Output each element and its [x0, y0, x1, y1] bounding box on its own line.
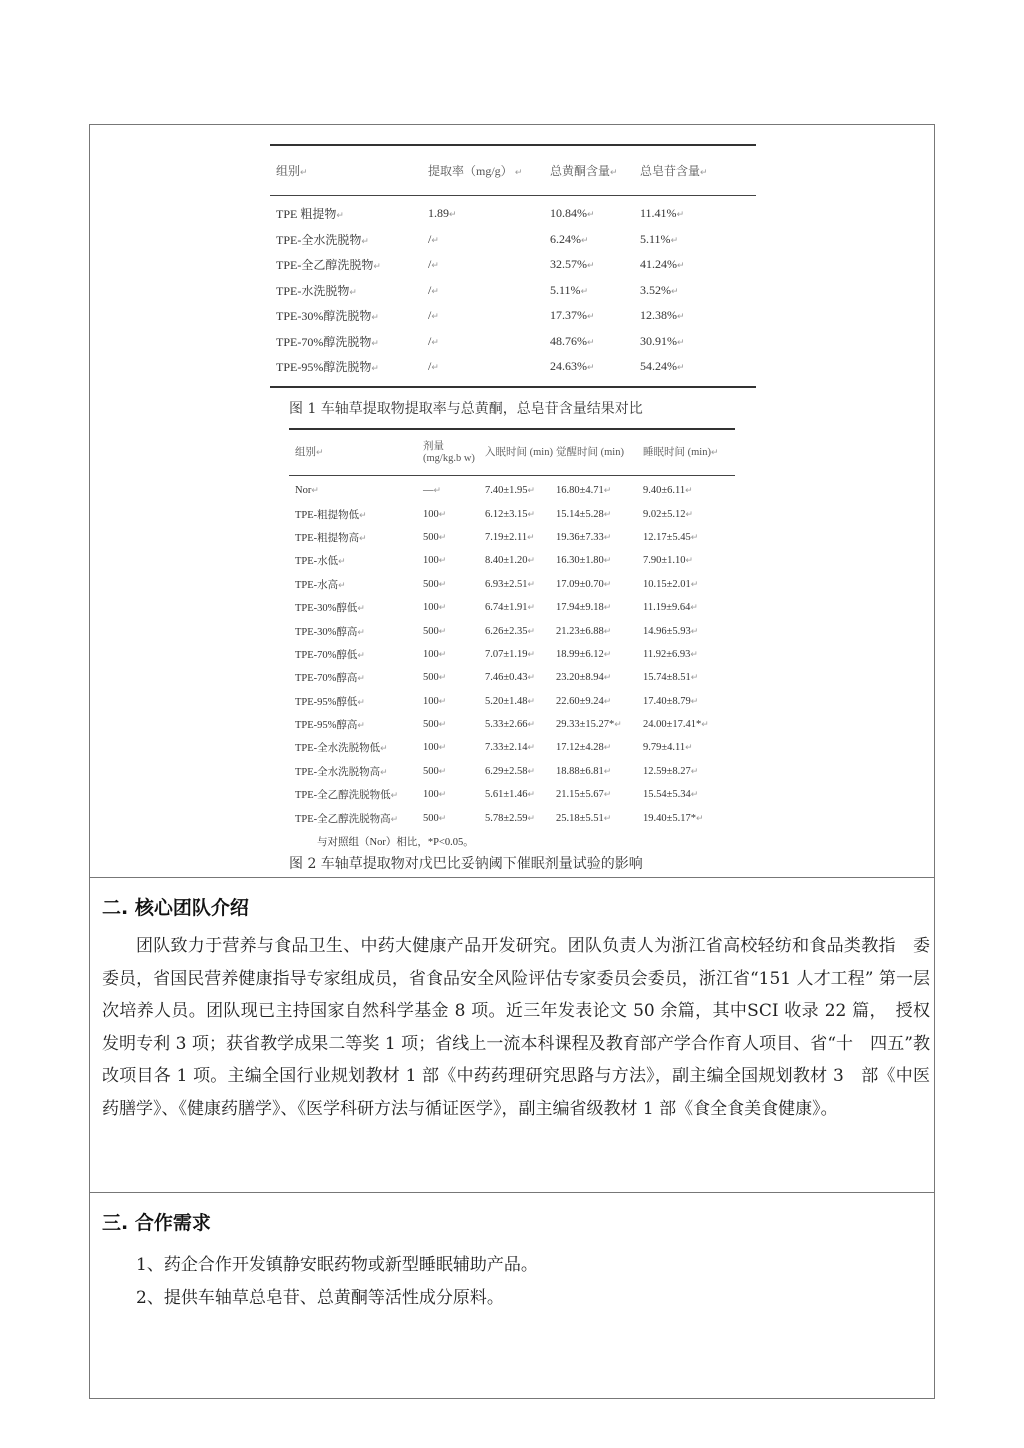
table-cell: 24.63% [550, 359, 587, 374]
table-cell: 14.96±5.93 [643, 625, 691, 637]
table-cell: 18.88±6.81 [556, 765, 604, 777]
table-cell: 6.29±2.58 [485, 765, 528, 777]
table-cell: TPE-95%醇低 [295, 696, 358, 708]
table-cell: 6.93±2.51 [485, 578, 528, 590]
table-cell: 11.19±9.64 [643, 602, 691, 614]
table-row: TPE-水洗脱物↵ /↵ 5.11%↵ 3.52%↵ [276, 282, 679, 298]
table-cell: 5.78±2.59 [485, 812, 528, 824]
table-cell: 17.40±8.79 [643, 695, 691, 707]
table-cell: 41.24% [640, 257, 677, 272]
table-cell: 500 [423, 578, 439, 590]
table-cell: 7.40±1.95 [485, 485, 528, 497]
table-cell: 15.14±5.28 [556, 508, 604, 520]
header-cell: 总黄酮含量 [550, 164, 611, 178]
table-row: TPE-95%醇洗脱物↵ /↵ 24.63%↵ 54.24%↵ [276, 359, 685, 375]
table-cell: 9.79±4.11 [643, 742, 686, 754]
table-row: TPE-粗提物低↵ 100↵ 6.12±3.15↵ 15.14±5.28↵ 9.02±5.12↵ [295, 508, 694, 521]
table-cell: 30.91% [640, 333, 677, 348]
table-cell: 48.76% [550, 333, 587, 348]
table-cell: 21.15±5.67 [556, 789, 604, 801]
section-3-title: 三. 合作需求 [102, 1212, 211, 1234]
header-cell: 觉醒时间 (min) [556, 446, 624, 458]
table-cell: 500 [423, 531, 439, 543]
table-row: TPE-全水洗脱物低↵ 100↵ 7.33±2.14↵ 17.12±4.28↵ 9.79±4.11↵ [295, 742, 693, 755]
header-cell: 组别 [295, 447, 316, 458]
section-2-title: 二. 核心团队介绍 [102, 897, 249, 919]
table-cell: 100 [423, 695, 439, 707]
table-cell: 17.12±4.28 [556, 742, 604, 754]
table-cell: 5.20±1.48 [485, 695, 528, 707]
table-cell: 6.24% [550, 231, 581, 246]
table-row: TPE-30%醇洗脱物↵ /↵ 17.37%↵ 12.38%↵ [276, 308, 685, 324]
table-cell: 19.40±5.17* [643, 812, 697, 824]
table-row: TPE-30%醇低↵ 100↵ 6.74±1.91↵ 17.94±9.18↵ 11.19±9.64↵ [295, 602, 698, 615]
table-cell: / [428, 257, 432, 272]
table-cell: 25.18±5.51 [556, 812, 604, 824]
table-cell: 500 [423, 765, 439, 777]
table-row: Nor↵ —↵ 7.40±1.95↵ 16.80±4.71↵ 9.40±6.11↵ [295, 485, 693, 497]
table-cell: TPE-粗提物高 [295, 532, 360, 544]
table-cell: 9.40±6.11 [643, 485, 686, 497]
table-cell: 12.17±5.45 [643, 531, 691, 543]
table-row: TPE-水高↵ 500↵ 6.93±2.51↵ 17.09±0.70↵ 10.15±2.01↵ [295, 578, 699, 591]
table-cell: 5.33±2.66 [485, 719, 528, 731]
table-row: TPE-粗提物高↵ 500↵ 7.19±2.11↵ 19.36±7.33↵ 12.17±5.45↵ [295, 531, 699, 544]
table-cell: 5.11% [550, 282, 581, 297]
table-row: TPE-70%醇洗脱物↵ /↵ 48.76%↵ 30.91%↵ [276, 333, 685, 349]
table-cell: / [428, 282, 432, 297]
header-cell: 睡眠时间 (min) [643, 447, 711, 458]
table-cell: 22.60±9.24 [556, 695, 604, 707]
table-cell: TPE-30%醇高 [295, 626, 358, 638]
requirement-item: 2、提供车轴草总皂苷、总黄酮等活性成分原料。 [136, 1288, 504, 1308]
table-cell: / [428, 308, 432, 323]
table-cell: 5.11% [640, 231, 671, 246]
table-row: TPE-全水洗脱物高↵ 500↵ 6.29±2.58↵ 18.88±6.81↵ 12.59±8.27↵ [295, 765, 699, 778]
table-cell: TPE-95%醇高 [295, 720, 358, 732]
sleep-test-table [289, 428, 735, 852]
table-body [270, 196, 756, 386]
table-cell: TPE-全乙醇洗脱物低 [295, 790, 391, 802]
table-cell: / [428, 231, 432, 246]
table-cell: TPE-30%醇洗脱物 [276, 309, 372, 324]
table-cell: TPE-全乙醇洗脱物 [276, 258, 374, 273]
table-note: 与对照组（Nor）相比，*P<0.05。 [317, 837, 474, 849]
table-cell: TPE-95%醇洗脱物 [276, 360, 372, 375]
table-cell: TPE-全水洗脱物 [276, 232, 362, 247]
requirement-item: 1、药企合作开发镇静安眠药物或新型睡眠辅助产品。 [136, 1255, 538, 1275]
table-row: TPE-70%醇高↵ 500↵ 7.46±0.43↵ 23.20±8.94↵ 15.74±8.51↵ [295, 672, 699, 685]
header-cell: 入眠时间 (min) [485, 446, 553, 458]
table-cell: 100 [423, 789, 439, 801]
table-row: TPE 粗提物↵ 1.89↵ 10.84%↵ 11.41%↵ [276, 206, 685, 222]
table-cell: 10.15±2.01 [643, 578, 691, 590]
table-body [289, 476, 735, 832]
table-cell: TPE-水低 [295, 556, 339, 568]
table-cell: 500 [423, 672, 439, 684]
table-cell: 100 [423, 508, 439, 520]
table-cell: 10.84% [550, 206, 587, 221]
table-cell: 500 [423, 719, 439, 731]
table-cell: TPE-全乙醇洗脱物高 [295, 813, 391, 825]
table-row: TPE-全乙醇洗脱物低↵ 100↵ 5.61±1.46↵ 21.15±5.67↵ 15.54±5.34↵ [295, 789, 699, 802]
table-cell: 7.90±1.10 [643, 555, 686, 567]
table-cell: TPE-70%醇洗脱物 [276, 334, 372, 349]
table-cell: TPE 粗提物 [276, 207, 337, 222]
table-cell: TPE-30%醇低 [295, 603, 358, 615]
table-cell: 500 [423, 812, 439, 824]
table-cell: 32.57% [550, 257, 587, 272]
header-cell: 提取率（mg/g） [428, 164, 513, 178]
divider-line [90, 877, 934, 878]
header-cell: 剂量 (mg/kg.b w) [423, 440, 475, 464]
table-cell: TPE-水洗脱物 [276, 283, 350, 298]
table-cell: 11.41% [640, 206, 677, 221]
table-cell: 9.02±5.12 [643, 508, 686, 520]
table-cell: 100 [423, 742, 439, 754]
table-cell: 18.99±6.12 [556, 648, 604, 660]
header-cell: 总皂苷含量 [640, 164, 701, 178]
table-cell: 8.40±1.20 [485, 555, 528, 567]
table-row: TPE-水低↵ 100↵ 8.40±1.20↵ 16.30±1.80↵ 7.90±1.10↵ [295, 555, 694, 568]
table-cell: 3.52% [640, 282, 671, 297]
table-cell: 7.19±2.11 [485, 531, 528, 543]
table-cell: TPE-70%醇低 [295, 649, 358, 661]
table-cell: 23.20±8.94 [556, 672, 604, 684]
table-cell: 6.26±2.35 [485, 625, 528, 637]
table-cell: TPE-粗提物低 [295, 509, 360, 521]
table-row: TPE-全乙醇洗脱物↵ /↵ 32.57%↵ 41.24%↵ [276, 257, 685, 273]
table-row: TPE-全乙醇洗脱物高↵ 500↵ 5.78±2.59↵ 25.18±5.51↵ 19.40±5.17*↵ [295, 812, 704, 825]
team-intro-paragraph: 团队致力于营养与食品卫生、中药大健康产品开发研究。团队负责人为浙江省高校轻纺和食品类教指 委委员，省国民营养健康指导专家组成员，省食品安全风险评估专家委员会委员，浙江省“151 人才工程” 第一层次培养人员。团队现已主持国家自然科学基金 8 项。近三年发表论文 50 余篇，其中SCI 收录 22 篇， 授权发明专利 3 项；获省教学成果二等奖 1 项；省线上一流本科课程及教育部产学合作育人项目、省“十 四五”教改项目各 1 项。主编全国行业规划教材 1 部《中药药理研究思路与方法》，副主编全国规划教材 3 部《中医药膳学》、《健康药膳学》、《医学科研方法与循证医学》，副主编省级教材 1 部《食全食美食健康》。 [102, 936, 930, 1119]
table-cell: 100 [423, 602, 439, 614]
table-row: TPE-95%醇高↵ 500↵ 5.33±2.66↵ 29.33±15.27*↵ 24.00±17.41*↵ [295, 719, 709, 732]
divider-line [90, 1192, 934, 1193]
table-header-row: 组别↵ 剂量 (mg/kg.b w) 入眠时间 (min) 觉醒时间 (min) 睡眠时间 (min)↵ [295, 440, 719, 464]
table-cell: TPE-全水洗脱物高 [295, 766, 381, 778]
table-cell: 29.33±15.27* [556, 719, 615, 731]
table-row: TPE-95%醇低↵ 100↵ 5.20±1.48↵ 22.60±9.24↵ 17.40±8.79↵ [295, 695, 699, 708]
table-cell: 17.09±0.70 [556, 578, 604, 590]
header-cell: 组别 [276, 164, 301, 178]
table-cell: 100 [423, 648, 439, 660]
table-cell: 7.33±2.14 [485, 742, 528, 754]
table-cell: 100 [423, 555, 439, 567]
table-row: TPE-30%醇高↵ 500↵ 6.26±2.35↵ 21.23±6.88↵ 14.96±5.93↵ [295, 625, 699, 638]
table-cell: Nor [295, 485, 312, 497]
table-cell: 17.94±9.18 [556, 602, 604, 614]
table-cell: 6.74±1.91 [485, 602, 528, 614]
table-cell: 12.38% [640, 308, 677, 323]
table-cell: 24.00±17.41* [643, 719, 702, 731]
table-row: TPE-全水洗脱物↵ /↵ 6.24%↵ 5.11%↵ [276, 231, 679, 247]
table-cell: 1.89 [428, 206, 449, 221]
table-rule [270, 386, 756, 388]
table-cell: / [428, 359, 432, 374]
table-cell: TPE-70%醇高 [295, 673, 358, 685]
table-cell: 7.46±0.43 [485, 672, 528, 684]
table-cell: 11.92±6.93 [643, 648, 691, 660]
table-cell: 500 [423, 625, 439, 637]
table-cell: TPE-全水洗脱物低 [295, 743, 381, 755]
table-header-row: 组别↵ 提取率（mg/g） ↵ 总黄酮含量↵ 总皂苷含量↵ [276, 164, 708, 178]
extraction-rate-table [270, 144, 756, 388]
figure-1-caption: 图 1 车轴草提取物提取率与总黄酮，总皂苷含量结果对比 [289, 401, 643, 417]
table-cell: 7.07±1.19 [485, 648, 528, 660]
table-cell: 54.24% [640, 359, 677, 374]
table-cell: 6.12±3.15 [485, 508, 528, 520]
table-cell: 16.80±4.71 [556, 485, 604, 497]
table-cell: / [428, 333, 432, 348]
figure-2-caption: 图 2 车轴草提取物对戊巴比妥钠阈下催眠剂量试验的影响 [289, 856, 643, 872]
table-cell: 5.61±1.46 [485, 789, 528, 801]
table-cell: 21.23±6.88 [556, 625, 604, 637]
table-cell: 12.59±8.27 [643, 765, 691, 777]
table-cell: 16.30±1.80 [556, 555, 604, 567]
table-cell: TPE-水高 [295, 579, 339, 591]
table-row: TPE-70%醇低↵ 100↵ 7.07±1.19↵ 18.99±6.12↵ 11.92±6.93↵ [295, 648, 698, 661]
table-cell: 15.74±8.51 [643, 672, 691, 684]
table-cell: 17.37% [550, 308, 587, 323]
table-cell: 15.54±5.34 [643, 789, 691, 801]
table-cell: 19.36±7.33 [556, 531, 604, 543]
table-cell: — [423, 485, 434, 497]
